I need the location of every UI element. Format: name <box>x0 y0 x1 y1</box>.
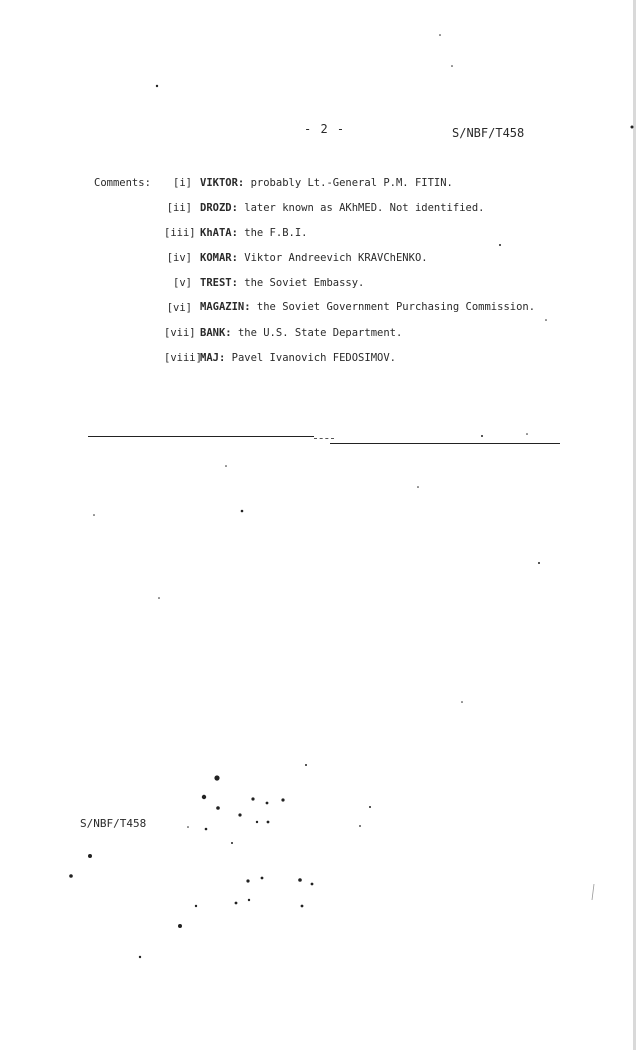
cover-name: MAJ: <box>200 352 226 364</box>
page-number: - 2 - <box>304 122 346 136</box>
comment-number: [v] <box>173 277 192 289</box>
cover-name: DROZD: <box>200 202 238 214</box>
comment-description: Viktor Andreevich KRAVChENKO. <box>244 252 428 264</box>
cover-name: BANK: <box>200 327 232 339</box>
comment-number: [i] <box>173 177 192 189</box>
comment-number: [vii] <box>164 327 196 339</box>
document-reference-bottom: S/NBF/T458 <box>80 817 147 830</box>
comment-description: Pavel Ivanovich FEDOSIMOV. <box>231 352 396 364</box>
comment-description: probably Lt.-General P.M. FITIN. <box>250 177 453 189</box>
comments-label: Comments: <box>94 177 151 189</box>
comment-description: later known as AKhMED. Not identified. <box>244 202 485 214</box>
cover-name: KhATA: <box>200 227 238 239</box>
cover-name: VIKTOR: <box>200 177 245 189</box>
comment-description: the U.S. State Department. <box>237 327 403 339</box>
comment-description: the Soviet Embassy. <box>244 277 365 289</box>
document-reference-top: S/NBF/T458 <box>452 126 525 140</box>
comment-description: the F.B.I. <box>244 227 308 239</box>
comment-number: [ii] <box>166 202 192 214</box>
comment-number: [iii] <box>164 227 196 239</box>
cover-name: KOMAR: <box>200 252 238 264</box>
comment-number: [viii] <box>164 352 202 364</box>
comment-number: [vi] <box>166 302 192 314</box>
comment-number: [iv] <box>166 252 192 264</box>
cover-name: TREST: <box>200 277 238 289</box>
comment-description: the Soviet Government Purchasing Commission. <box>256 301 536 313</box>
cover-name: MAGAZIN: <box>200 301 251 313</box>
